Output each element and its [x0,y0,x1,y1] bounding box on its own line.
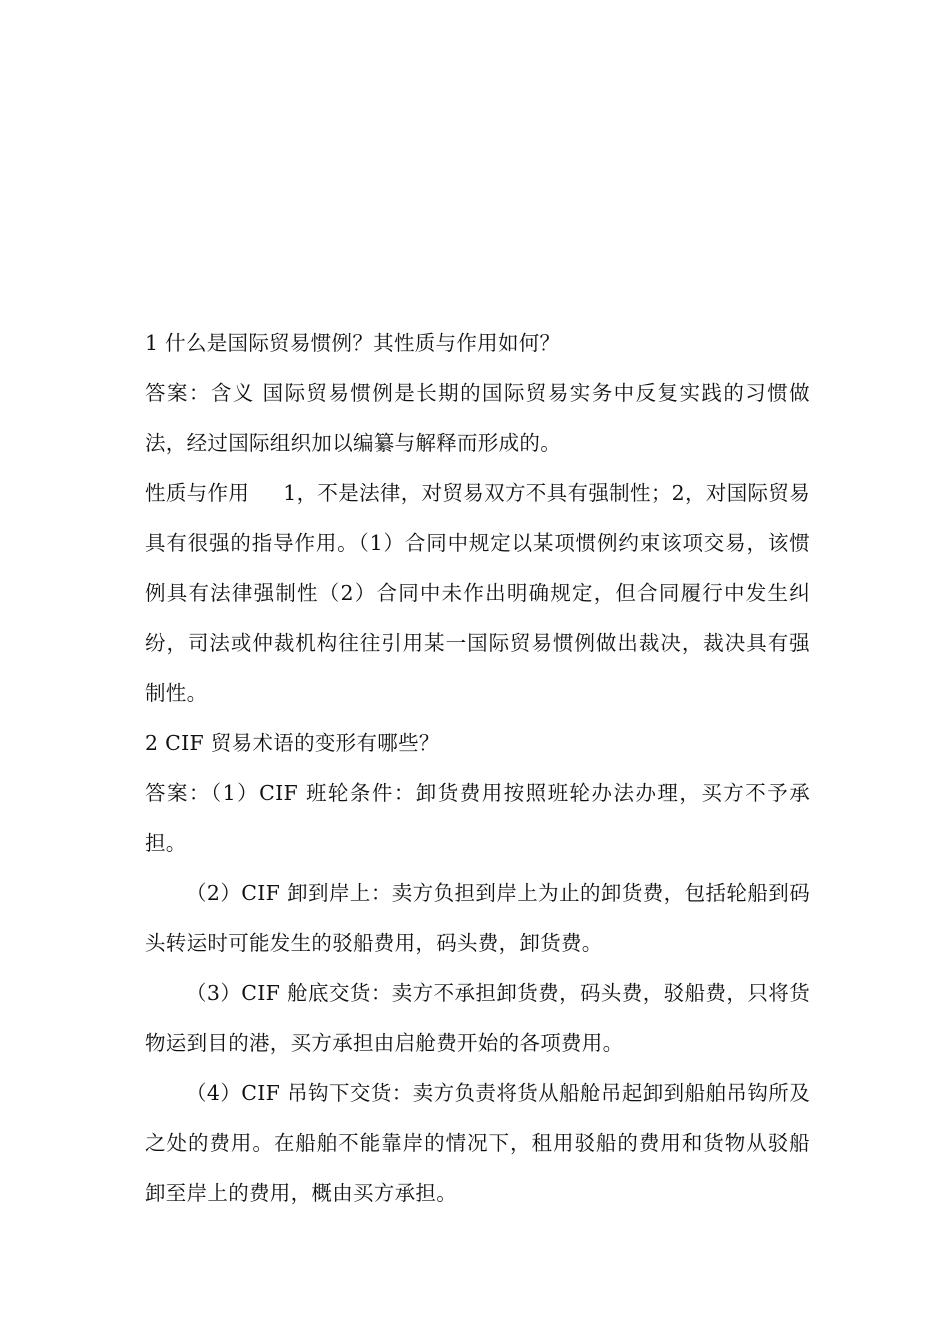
nature-text: 1，不是法律，对贸易双方不具有强制性；2，对国际贸易具有很强的指导作用。（1）合同中规定以某项惯例约束该项交易，该惯例具有法律强制性（2）合同中未作出明确规定，但合同履行中发生纠纷，司法或仲裁机构往往引用某一国际贸易惯例做出裁决，裁决具有强制性。 [145,481,811,705]
question-2-answer-3: （3）CIF 舱底交货：卖方不承担卸货费，码头费，驳船费，只将货物运到目的港，买方承担由启舱费开始的各项费用。 [145,981,810,1055]
question-1-heading: 1 什么是国际贸易惯例？其性质与作用如何？ [145,331,561,355]
question-2-answer-1: 答案：（1）CIF 班轮条件：卸货费用按照班轮办法办理，买方不予承担。 [145,781,810,855]
question-1-nature-paragraph [145,468,810,718]
question-2-answer-2: （2）CIF 卸到岸上：卖方负担到岸上为止的卸货费，包括轮船到码头转运时可能发生的驳船费用，码头费，卸货费。 [145,881,810,955]
question-2-heading: 2 CIF 贸易术语的变形有哪些？ [145,731,440,755]
nature-label: 性质与作用 [145,481,250,505]
question-1-answer-definition: 答案：含义 国际贸易惯例是长期的国际贸易实务中反复实践的习惯做法，经过国际组织加以编纂与解释而形成的。 [145,381,810,455]
question-2-answer-4: （4）CIF 吊钩下交货：卖方负责将货从船舱吊起卸到船舶吊钩所及之处的费用。在船舶不能靠岸的情况下，租用驳船的费用和货物从驳船卸至岸上的费用，概由买方承担。 [145,1081,810,1205]
document-body [145,318,810,1218]
